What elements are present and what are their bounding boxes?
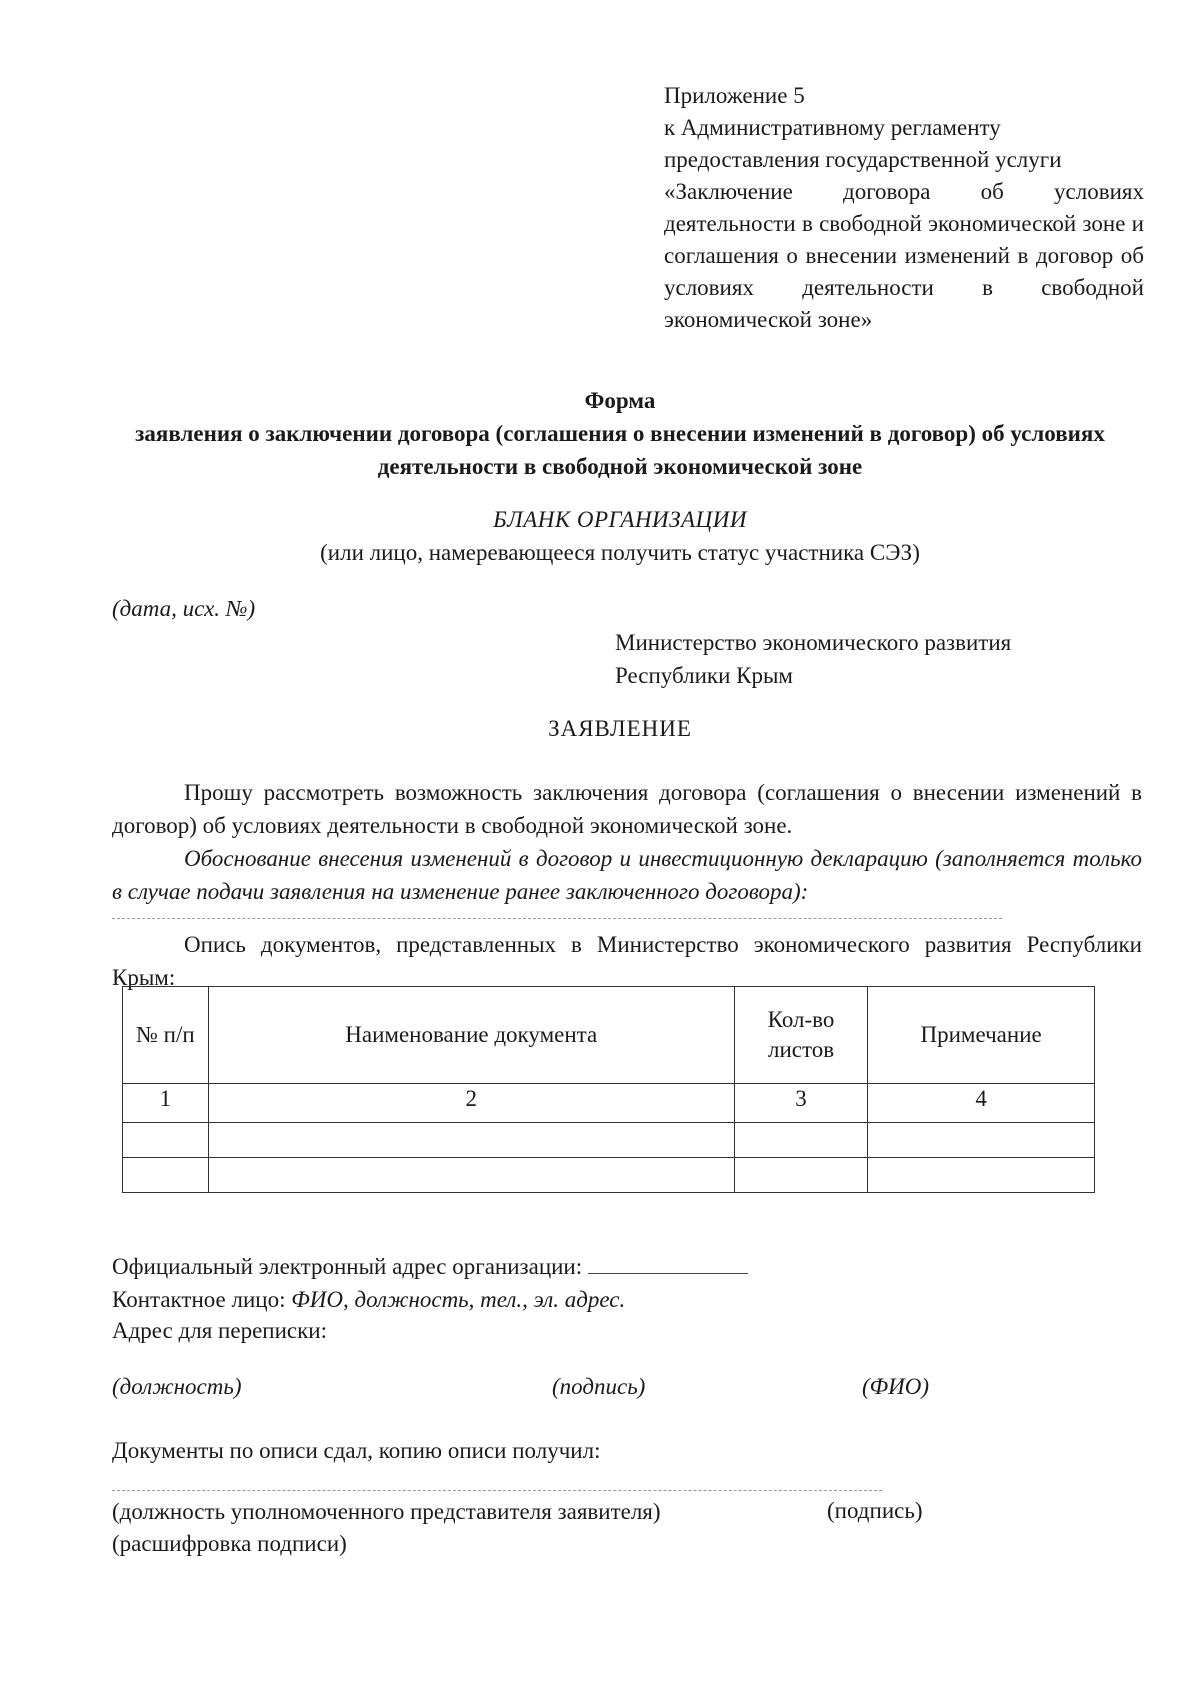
representative-sign-label: (подпись): [827, 1498, 923, 1523]
signature-position-label: (должность): [112, 1374, 242, 1399]
statement-title: ЗАЯВЛЕНИЕ: [548, 716, 692, 741]
justification-fill-line: [112, 918, 1002, 919]
column-number: 2: [208, 1084, 734, 1123]
form-title: [100, 384, 1140, 483]
appendix-line: Приложение 5: [664, 83, 805, 108]
correspondence-label: Адрес для переписки:: [112, 1318, 327, 1343]
contact-line: [112, 1285, 625, 1315]
table-cell: [208, 1158, 734, 1193]
correspondence-line: [112, 1316, 327, 1346]
column-number: 1: [123, 1084, 209, 1123]
representative-decoding-label: (расшифровка подписи): [112, 1531, 347, 1556]
table-cell: [208, 1123, 734, 1158]
table-cell: [734, 1158, 867, 1193]
table-cell: [868, 1158, 1095, 1193]
header-document-name: Наименование документа: [208, 987, 734, 1084]
appendix-line: к Административному регламенту: [664, 115, 1001, 140]
justification-paragraph: Обоснование внесения изменений в договор и инвестиционную декларацию (заполняется только в случае подачи заявления на изменение ранее заключенного договора):: [112, 846, 1142, 904]
column-number: 3: [734, 1084, 867, 1123]
appendix-line: предоставления государственной услуги: [664, 147, 1062, 172]
header-note: Примечание: [868, 987, 1095, 1084]
email-label: Официальный электронный адрес организации:: [112, 1254, 583, 1279]
request-paragraph: Прошу рассмотреть возможность заключения договора (соглашения о внесении изменений в договор) об условиях деятельности в свободной экономической зоне.: [112, 780, 1142, 838]
email-line: [112, 1252, 748, 1282]
table-cell: [123, 1158, 209, 1193]
contact-label: Контактное лицо:: [112, 1287, 286, 1312]
handover-fill-line: [112, 1490, 882, 1491]
email-fill-line: [588, 1253, 748, 1274]
date-ref: (дата, исх. №): [112, 596, 256, 621]
organization-blank: [100, 503, 1140, 569]
header-sheet-count: Кол-во листов: [734, 987, 867, 1084]
table-cell: [734, 1123, 867, 1158]
addressee: [615, 626, 1011, 692]
form-title-word: Форма: [584, 388, 656, 413]
representative-block: [112, 1496, 661, 1560]
table-row: [123, 1158, 1095, 1193]
table-row: [123, 1123, 1095, 1158]
form-title-subject: заявления о заключении договора (соглашения о внесении изменений в договор) об условиях деятельности в свободной экономической зоне: [135, 421, 1105, 479]
organization-blank-note: (или лицо, намеревающееся получить статус участника СЭЗ): [320, 540, 920, 565]
table-row: [123, 1084, 1095, 1123]
representative-position-label: (должность уполномоченного представителя заявителя): [112, 1499, 661, 1524]
handover-text: Документы по описи сдал, копию описи получил:: [112, 1438, 601, 1463]
contact-hint: ФИО, должность, тел., эл. адрес.: [291, 1287, 626, 1312]
documents-table: [122, 986, 1095, 1193]
appendix-line: «Заключение договора об условиях деятельности в свободной экономической зоне и соглашения о внесении изменений в договор об условиях деятельности в свободной экономической зоне»: [664, 179, 1144, 332]
inventory-paragraph: Опись документов, представленных в Министерство экономического развития Республики Крым:: [112, 932, 1142, 990]
column-number: 4: [868, 1084, 1095, 1123]
appendix-block: [664, 80, 1144, 336]
addressee-line: Республики Крым: [615, 663, 793, 688]
signature-fio-label: (ФИО): [862, 1374, 930, 1399]
table-header-row: [123, 987, 1095, 1084]
header-number: № п/п: [123, 987, 209, 1084]
organization-blank-title: БЛАНК ОРГАНИЗАЦИИ: [493, 507, 747, 532]
signature-sign-label: (подпись): [552, 1374, 646, 1399]
table-cell: [123, 1123, 209, 1158]
table-cell: [868, 1123, 1095, 1158]
addressee-line: Министерство экономического развития: [615, 630, 1012, 655]
